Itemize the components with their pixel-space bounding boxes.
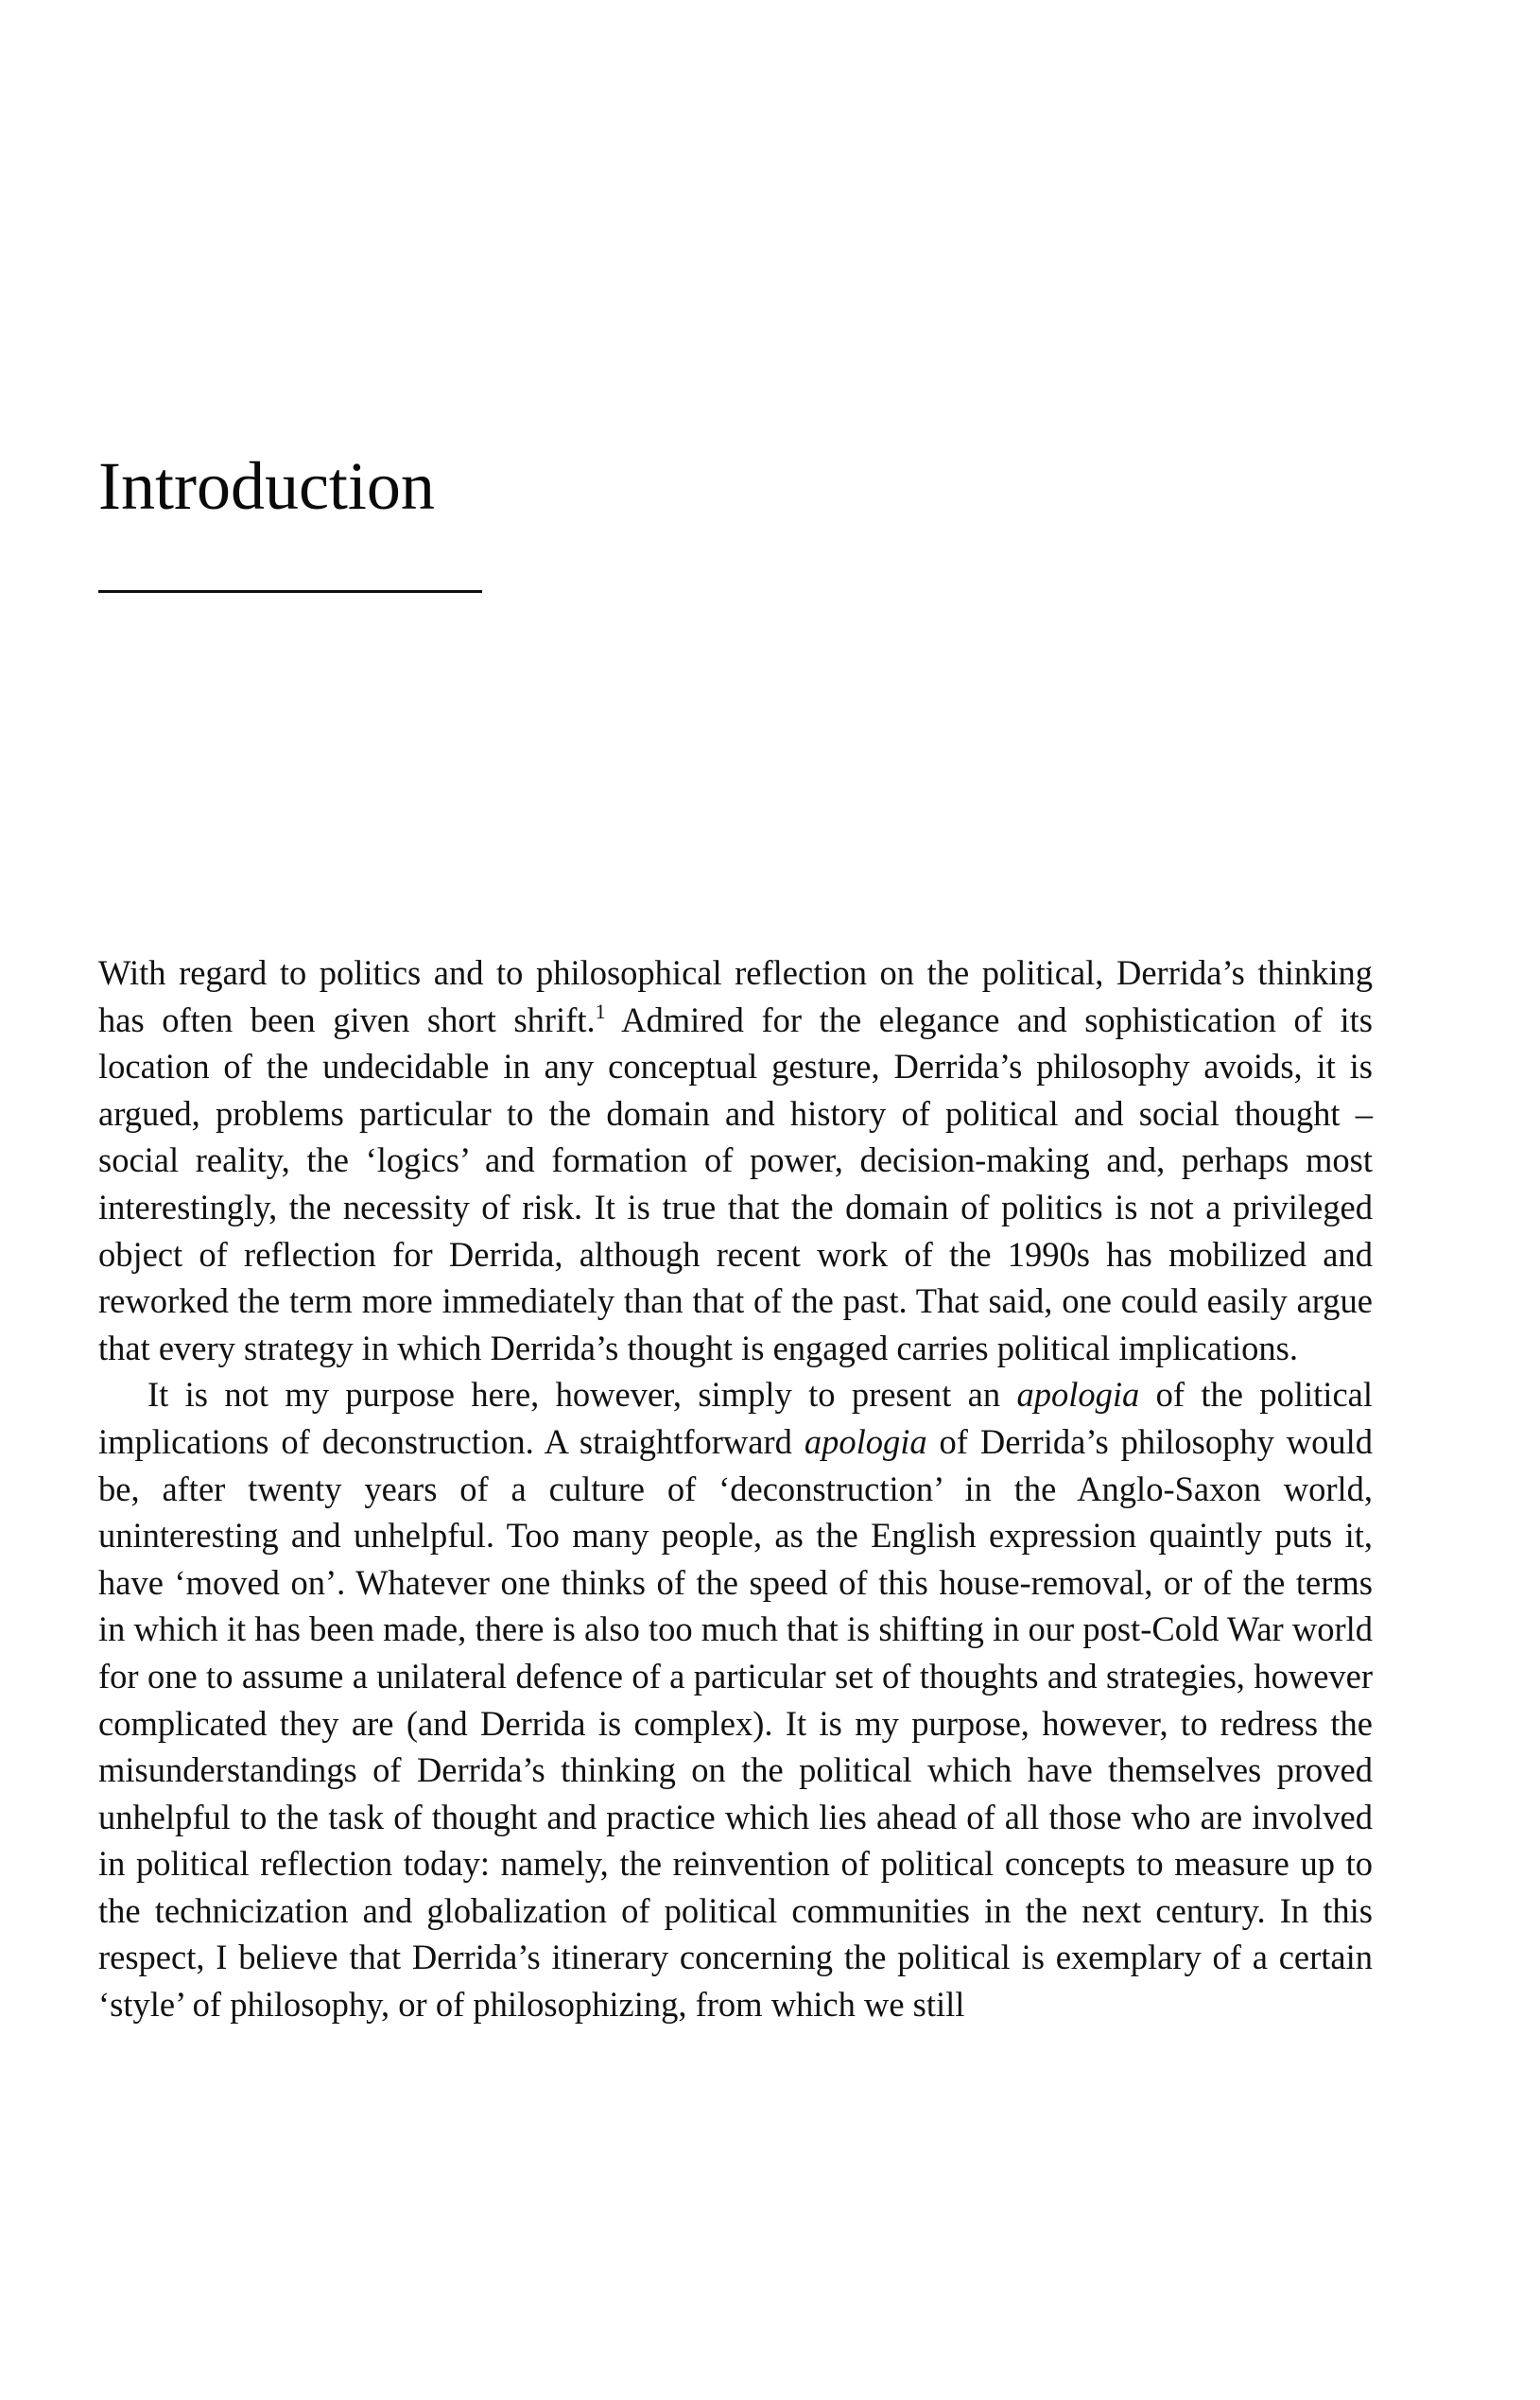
body-text — [98, 949, 1373, 2028]
title-underline-rule — [98, 590, 482, 593]
paragraph-1-text-before-note: With regard to politics and to philosophical reflection on the political, Derrida’s thinking has often been given short shrift. — [98, 953, 1373, 1039]
paragraph-2-text-part-1: It is not my purpose here, however, simply to present an — [147, 1375, 1017, 1415]
paragraph-1-text-after-note: Admired for the elegance and sophistication of its location of the undecidable in any conceptual gesture, Derrida’s philosophy avoids, it is argued, problems particular to the domain and history of political and social thought – social reality, the ‘logics’ and formation of power, decision-making and, perhaps most interestingly, the necessity of risk. It is true that the domain of politics is not a privileged object of reflection for Derrida, although recent work of the 1990s has mobilized and reworked the term more immediately than that of the past. That said, one could easily argue that every strategy in which Derrida’s thought is engaged carries political implications. — [98, 1000, 1373, 1367]
italic-term-apologia-second: apologia — [804, 1421, 927, 1461]
paragraph-2-text-part-3: of Derrida’s philosophy would be, after twenty years of a culture of ‘deconstruction’ in the Anglo-Saxon world, uninteresting and unhelpful. Too many people, as the English expression quaintly puts it, have ‘moved on’. Whatever one thinks of the speed of this house-removal, or of the terms in which it has been made, there is also too much that is shifting in our post-Cold War world for one to assume a unilateral defence of a particular set of thoughts and strategies, however complicated they are (and Derrida is complex). It is my purpose, however, to redress the misunderstandings of Derrida’s thinking on the political which have themselves proved unhelpful to the task of thought and practice which lies ahead of all those who are involved in political reflection today: namely, the reinvention of political concepts to measure up to the technicization and globalization of political communities in the next century. In this respect, I believe that Derrida’s itinerary concerning the political is exemplary of a certain ‘style’ of philosophy, or of philosophizing, from which we still — [98, 1421, 1373, 2025]
italic-term-apologia: apologia — [1016, 1375, 1140, 1415]
chapter-title: Introduction — [98, 448, 435, 524]
paragraph-1 — [98, 949, 1373, 1371]
paragraph-2-text-part-2: of the political implications of deconstruction. A straightforward — [98, 1375, 1373, 1461]
footnote-reference: 1 — [595, 999, 606, 1023]
paragraph-2 — [98, 1371, 1373, 2027]
